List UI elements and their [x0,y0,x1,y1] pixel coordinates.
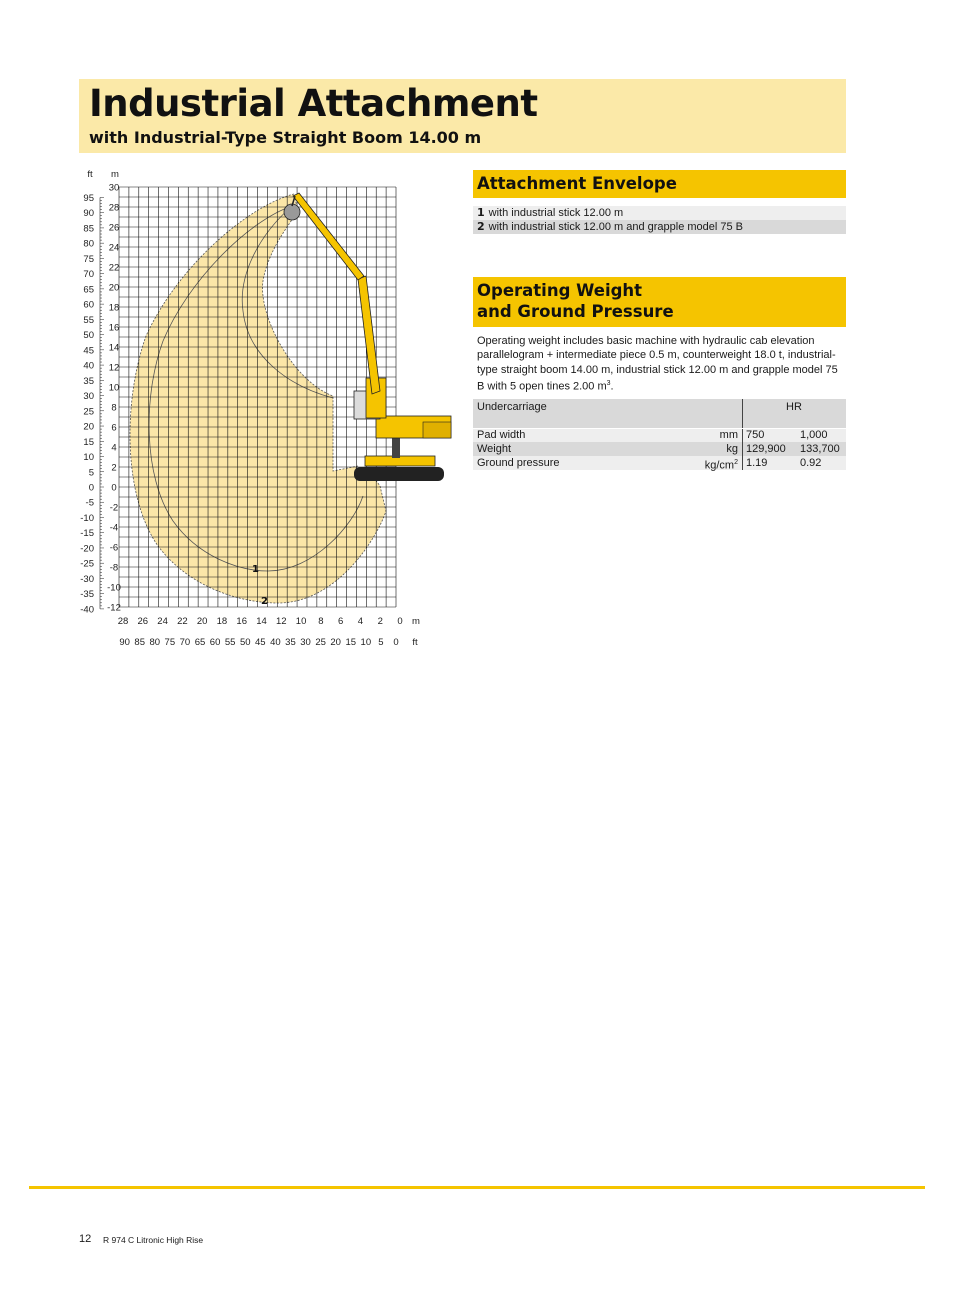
page-title: Industrial Attachment [89,82,538,125]
y-axis-ft-label: 90 [83,208,94,220]
y-axis-ft-label: 60 [83,299,94,311]
y-axis-ft-label: -10 [80,512,94,524]
y-axis-ft-label: 80 [83,238,94,250]
x-axis-ft-label: 45 [255,637,266,646]
y-axis-m-label: 10 [108,382,120,394]
y-axis-ft-label: 40 [83,360,94,372]
x-axis-m-label: 2 [377,616,383,627]
x-axis-m-label: 8 [318,616,324,627]
y-axis-m-label: 18 [108,302,120,314]
y-axis-ft-label: 25 [83,406,94,418]
x-axis-ft-unit: ft [412,637,418,646]
y-axis-ft-label: -20 [80,543,94,555]
y-axis-m-label: 28 [108,202,120,214]
y-axis-ft-label: 20 [83,421,94,433]
row-weight-v1: 129,900 [746,443,786,455]
operating-description-text: Operating weight includes basic machine with hydraulic cab elevation parallelogram + intermediate piece 0.5 m, counterweight 18.0 t, industrial-type straight boom 14.00 m, industrial stick 12.00 m and grapple model 75 B with 5 open tines 2.00 m [477,335,838,393]
y-axis-ft-label: 65 [83,284,94,296]
y-axis-m-label: 20 [108,282,120,294]
x-axis-ft-label: 20 [330,637,341,646]
table-divider [742,399,743,470]
x-axis-ft-label: 40 [270,637,281,646]
x-axis-ft-label: 55 [224,637,236,646]
x-axis-ft-label: 15 [345,637,357,646]
row-ground-pressure-unit-sup: 2 [734,459,738,466]
x-axis-ft-label: 90 [119,637,130,646]
y-axis-ft-label: 5 [88,467,94,479]
x-axis-m-label: 10 [295,616,307,627]
y-axis-ft-label: -40 [80,604,94,616]
y-axis-m-label: 6 [111,422,117,434]
y-axis-m-label: 14 [108,342,120,354]
y-axis-ft-label: 70 [83,269,94,281]
x-axis-m-label: 16 [236,616,248,627]
x-axis-ft-label: 0 [393,637,399,646]
row-ground-pressure-unit [705,456,738,473]
undercarriage-table [473,399,846,472]
y-axis-ft-label: 95 [83,192,94,204]
x-axis-m-label: 20 [196,616,208,627]
y-axis-m-label: 26 [108,222,120,234]
table-header-value: HR [786,401,802,413]
y-axis-ft-label: 85 [83,223,94,235]
x-axis-ft-label: 30 [300,637,311,646]
envelope-item-2-text: with industrial stick 12.00 m and grapple model 75 B [488,221,744,233]
x-axis-ft-label: 70 [179,637,191,646]
operating-heading-line2: and Ground Pressure [477,302,674,321]
x-axis-ft-label: 85 [134,637,145,646]
page-number: 12 [79,1233,92,1245]
x-axis-m-label: 24 [157,616,168,627]
y-axis-m-unit: m [111,169,119,180]
y-axis-m-label: -4 [109,522,119,534]
boom [358,276,380,394]
y-axis-m-label: 24 [108,242,120,254]
row-pad-width-v1: 750 [746,429,765,441]
footer-rule [29,1186,925,1189]
y-axis-m-label: -8 [109,562,119,574]
operating-description-sup: 3 [606,379,611,387]
x-axis-ft-label: 35 [285,637,296,646]
grapple [284,204,300,220]
y-axis-ft-label: -25 [80,558,94,570]
row-weight-label: Weight [477,443,512,455]
table-row [473,428,846,442]
row-pad-width-unit: mm [719,429,738,441]
table-row [473,442,846,456]
x-axis-ft-label: 65 [194,637,206,646]
y-axis-ft-label: -15 [80,528,94,540]
x-axis-m-label: 14 [256,616,267,627]
row-pad-width-v2: 1,000 [800,429,828,441]
y-axis-m-label: 22 [108,262,120,274]
x-axis-m-label: 12 [275,616,287,627]
envelope-heading: Attachment Envelope [477,174,677,193]
x-axis-m-label: 28 [117,616,129,627]
row-weight-v2: 133,700 [800,443,840,455]
x-axis-ft-label: 5 [378,637,384,646]
y-axis-m-label: 12 [108,362,120,374]
counterweight [423,422,451,438]
envelope-item-1-text: with industrial stick 12.00 m [488,207,624,219]
y-axis-ft-label: 10 [83,452,94,464]
x-axis-ft-label: 80 [149,637,161,646]
row-ground-pressure-unit-text: kg/cm [704,459,735,472]
y-axis-ft-label: 75 [83,253,94,265]
x-axis-m-label: 6 [337,616,344,627]
y-axis-m-label: -6 [109,542,119,554]
y-axis-ft-label: 15 [83,436,94,448]
mast [392,438,400,458]
y-axis-ft-label: 45 [83,345,94,357]
x-axis-ft-label: 60 [209,637,221,646]
x-axis-ft-label: 10 [360,637,372,646]
x-axis-m-label: 0 [397,616,403,627]
envelope-item-1-num: 1 [477,206,485,219]
row-pad-width-label: Pad width [477,429,526,441]
working-range-diagram [78,166,518,646]
y-axis-ft-label: 0 [88,482,94,494]
x-axis-ft-label: 50 [239,637,251,646]
y-axis-m-label: 0 [111,482,117,494]
y-axis-ft-label: -30 [80,573,94,585]
table-header-label: Undercarriage [477,401,547,413]
y-axis-m-label: 16 [108,322,120,334]
x-axis-ft-label: 25 [315,637,326,646]
y-axis-ft-label: 35 [83,375,94,387]
x-axis-m-label: 22 [177,616,188,627]
curve-label-1: 1 [252,564,259,575]
table-header-line [473,428,846,429]
y-axis-ft-label: 30 [83,391,94,403]
y-axis-ft-label: -35 [80,589,94,601]
row-ground-pressure-label: Ground pressure [477,457,560,469]
operating-heading-bar [473,277,846,327]
y-axis-m-label: 4 [111,442,117,454]
y-axis-ft-label: -5 [85,497,94,509]
y-axis-m-label: 2 [111,462,117,474]
y-axis-ft-label: 55 [83,314,94,326]
envelope-heading-bar [473,170,846,198]
operating-description [477,334,847,394]
operating-description-end: . [610,380,614,393]
envelope-item-2-num: 2 [477,220,485,233]
x-axis-m-label: 4 [357,616,364,627]
y-axis-m-label: 30 [108,182,120,194]
x-axis-m-label: 18 [216,616,228,627]
y-axis-m-label: -2 [109,502,119,514]
row-ground-pressure-v2: 0.92 [800,457,822,469]
curve-label-2: 2 [261,596,268,607]
envelope-item-1 [473,206,846,220]
track-upper [354,467,444,481]
page-subtitle: with Industrial-Type Straight Boom 14.00 m [89,128,482,147]
row-weight-unit: kg [726,443,738,455]
y-axis-ft-label: 50 [83,330,94,342]
y-axis-m-label: -12 [107,602,121,614]
y-axis-m-label: -10 [107,582,121,594]
y-axis-ft-unit: ft [87,169,93,180]
x-axis-m-unit: m [412,616,420,627]
x-axis-ft-label: 75 [164,637,176,646]
title-band [79,79,846,153]
y-axis-m-label: 8 [111,402,117,414]
x-axis-m-label: 26 [137,616,149,627]
page-model: R 974 C Litronic High Rise [103,1235,204,1245]
operating-heading-line1: Operating Weight [477,281,643,300]
row-ground-pressure-v1: 1.19 [746,457,768,469]
envelope-item-2 [473,220,846,234]
